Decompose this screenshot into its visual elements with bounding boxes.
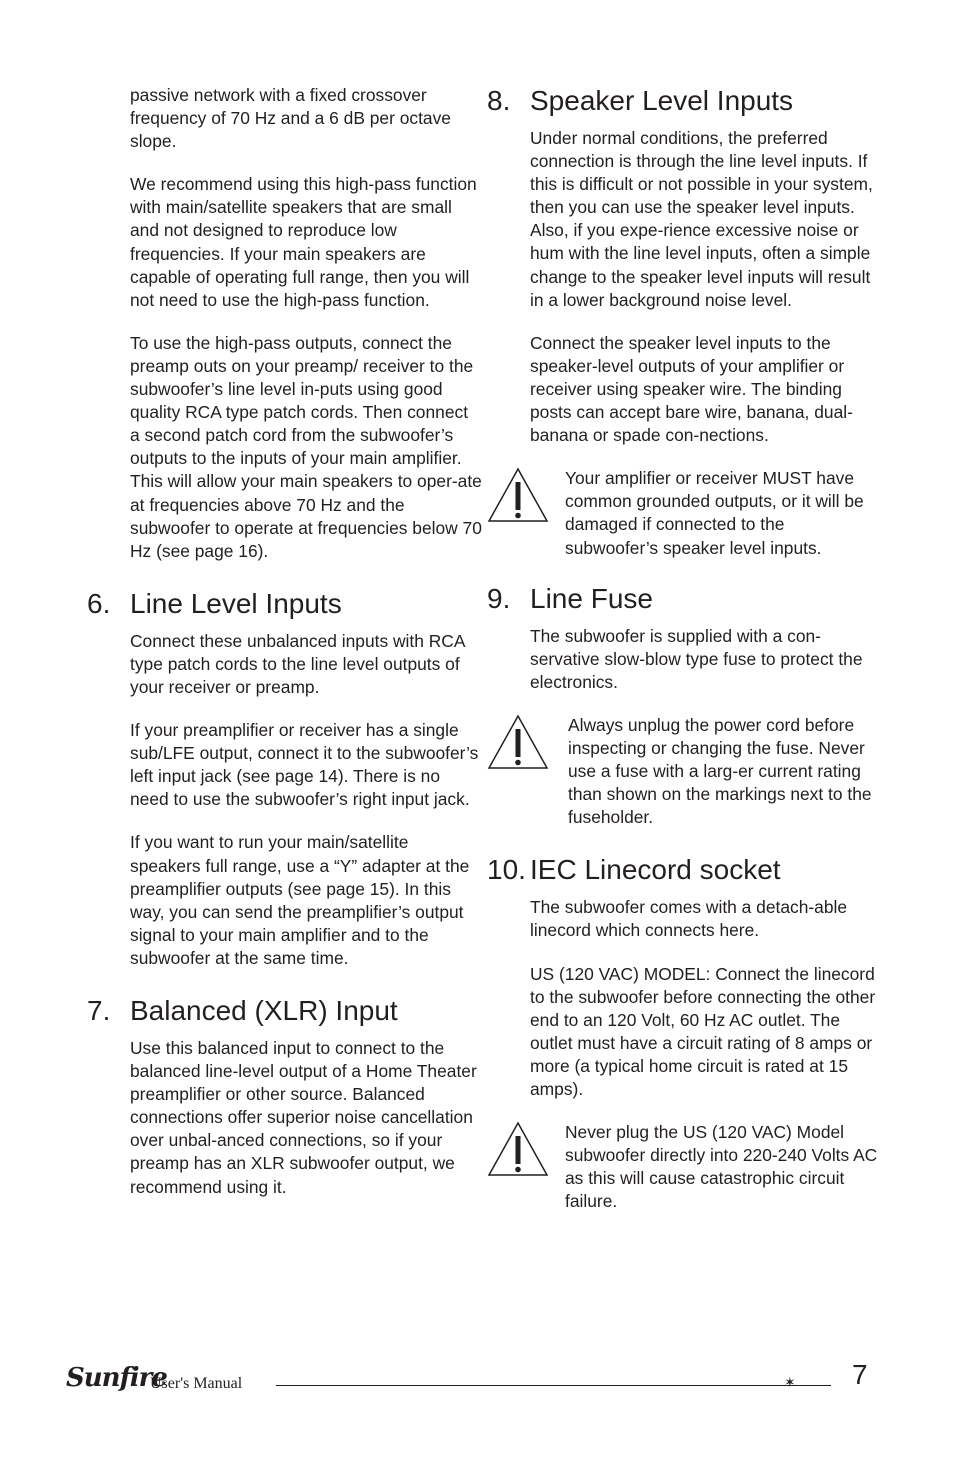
manual-label: User's Manual [150,1375,243,1392]
section-8-title: Speaker Level Inputs [530,85,794,116]
warning-triangle-icon [487,1121,549,1177]
section-8-warning-text: Your amplifier or receiver MUST have common grounded outputs, or it will be damaged if connected to the subwoofer’s speaker level inputs. [565,468,864,558]
section-6-number: 6. [87,587,111,619]
warning-triangle-icon [487,467,549,523]
section-7-title: Balanced (XLR) Input [130,995,398,1026]
section-9-heading [487,582,882,616]
section-9-warning-text: Always unplug the power cord before inspecting or changing the fuse. Never use a fuse with a larg-er current rating than shown on the markings next to the fuseholder. [568,714,872,828]
section-9-number: 9. [487,582,511,614]
section-10-paragraph-2: US (120 VAC) MODEL: Connect the linecord to the subwoofer before connecting the other end to an 120 Volt, 60 Hz AC outlet. The outlet must have a circuit rating of 8 amps or more (a typical home circuit is rated at 15 amps). [530,963,876,1099]
section-10-heading [487,853,882,887]
warning-triangle-icon [487,714,549,770]
page-number: 7 [852,1359,868,1390]
intro-paragraph-3: To use the high-pass outputs, connect the preamp outs on your preamp/ receiver to the subwoofer’s line level in-puts using good quality RCA type patch cords. Then connect a second patch cord from the subwoofer’s outputs to the inputs of your main amplifier. This will allow your main speakers to oper-ate at frequencies above 70 Hz and the subwoofer to operate at frequencies below 70 Hz (see page 16). [130,332,482,561]
star-icon: ✶ [784,1374,796,1390]
brand-logo: Sunfire [66,1363,167,1393]
section-9-paragraph-1: The subwoofer is supplied with a con-servative slow-blow type fuse to protect the electronics. [530,625,863,692]
section-6-paragraph-3: If you want to run your main/satellite speakers full range, use a “Y” adapter at the preamplifier outputs (see page 15). In this way, you can send the preamplifier’s output signal to your main amplifier and to the subwoofer at the same time. [130,832,470,968]
section-6-paragraph-1: Connect these unbalanced inputs with RCA type patch cords to the line level outputs of your receiver or preamp. [130,630,465,697]
section-9-title: Line Fuse [530,582,653,614]
section-10-paragraph-1: The subwoofer comes with a detach-able linecord which connects here. [530,897,848,941]
section-8-number: 8. [487,85,511,116]
section-9-warning [487,714,882,829]
section-8-paragraph-2: Connect the speaker level inputs to the speaker-level outputs of your amplifier or receiver using speaker wire. The binding posts can accept bare wire, banana, dual-banana or spade con-nections. [530,332,853,446]
intro-paragraph-1: passive network with a fixed crossover frequency of 70 Hz and a 6 dB per octave slope. [130,85,451,152]
section-6-paragraph-2: If your preamplifier or receiver has a single sub/LFE output, connect it to the subwoofer’s left input jack (see page 14). There is no need to use the subwoofer’s right input jack. [130,720,479,810]
intro-paragraph-2: We recommend using this high-pass function with main/satellite speakers that are small and not designed to reproduce low frequencies. If your main speakers are capable of operating full range, then you will not need to use the high-pass function. [130,174,477,310]
section-7-number: 7. [87,995,111,1026]
right-column [487,84,882,1233]
section-7-heading [87,994,482,1028]
section-10-warning [487,1121,882,1213]
section-8-heading [487,84,882,118]
section-7-paragraph-1: Use this balanced input to connect to the balanced line-level output of a Home Theater preamplifier or other source. Balanced connections offer superior noise cancellation over unbal-anced connections, so if your preamp has an XLR subwoofer output, we recommend using it. [130,1038,477,1197]
section-10-title: IEC Linecord socket [530,854,781,886]
section-8-warning [487,467,882,559]
section-6-heading [87,587,482,621]
section-6-title: Line Level Inputs [130,587,342,619]
page-footer [66,1355,886,1405]
footer-rule [276,1385,831,1386]
section-10-number: 10. [487,854,526,886]
section-10-warning-text: Never plug the US (120 VAC) Model subwoofer directly into 220-240 Volts AC as this will cause catastrophic circuit failure. [565,1122,878,1212]
left-column [87,84,482,1219]
section-8-paragraph-1: Under normal conditions, the preferred connection is through the line level inputs. If this is difficult or not possible in your system, then you can use the speaker level inputs. Also, if you expe-rience excessive noise or hum with the line level inputs, often a simple change to the speaker level inputs will result in a lower background noise level. [530,128,873,310]
